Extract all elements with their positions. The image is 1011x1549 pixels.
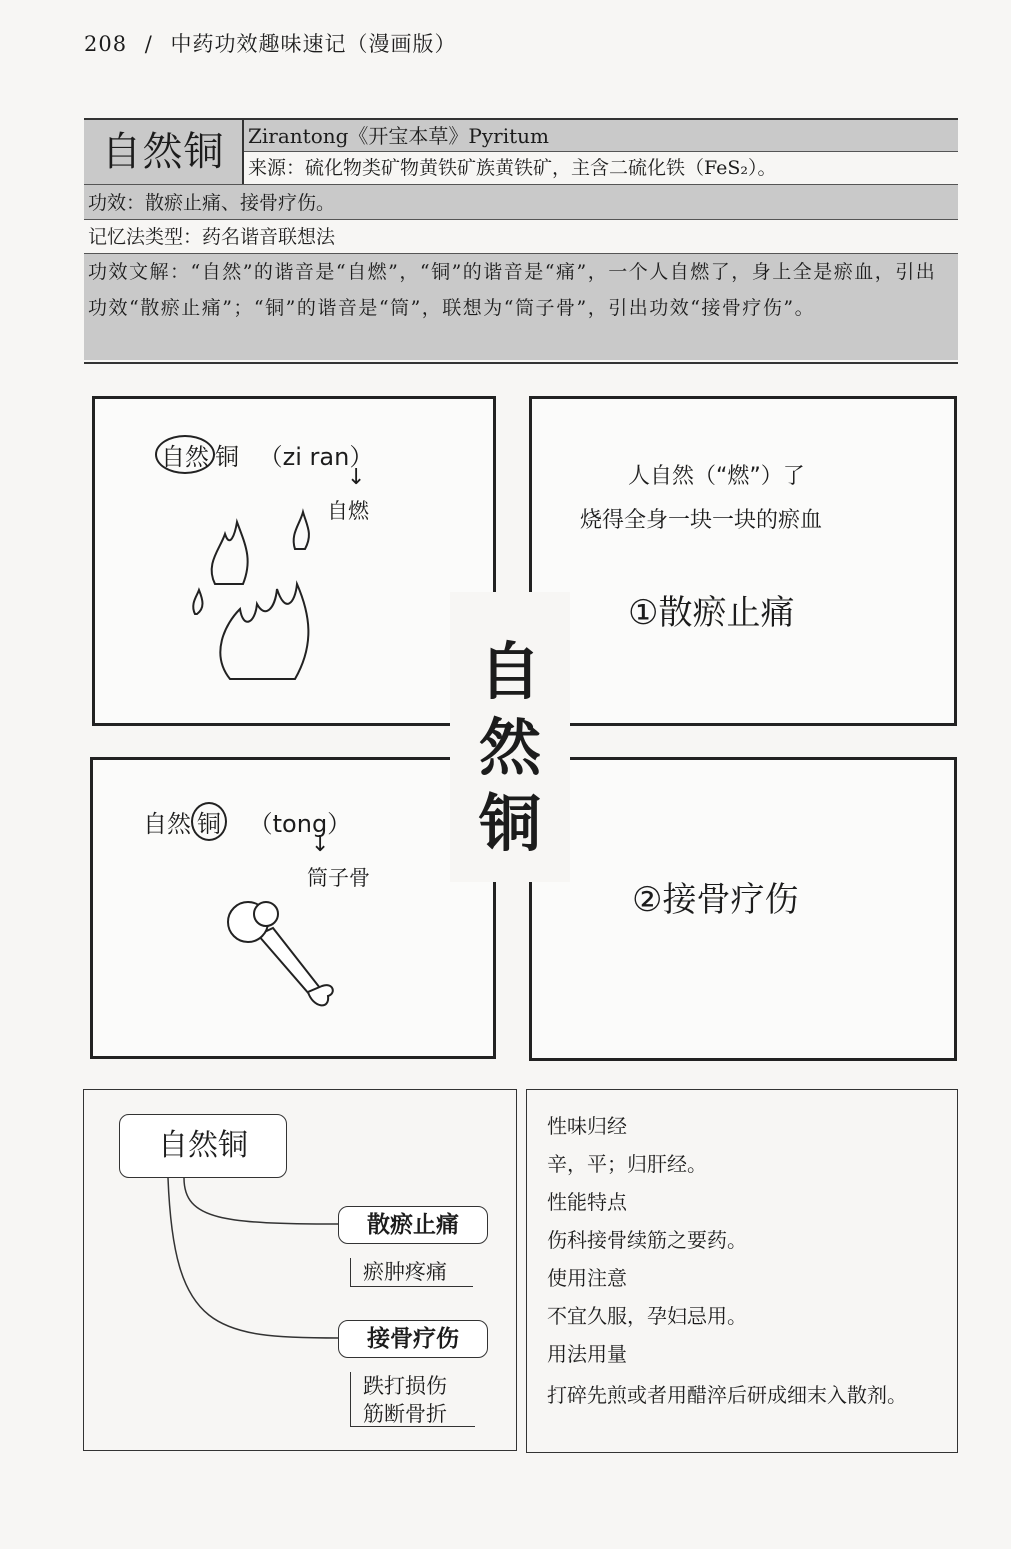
mind-map-root: 自然铜 — [119, 1114, 287, 1178]
center-char-3: 铜 — [478, 787, 541, 860]
mind-map-branch-1: 散瘀止痛 — [338, 1206, 488, 1244]
panel1-title — [155, 435, 373, 474]
property-heading: 用法用量 — [547, 1342, 627, 1366]
panel3-result: 筒子骨 — [307, 866, 370, 890]
book-title: 中药功效趣味速记（漫画版） — [170, 32, 457, 56]
panel1-result: 自燃 — [327, 499, 369, 523]
comic-panel-bruise — [529, 396, 957, 726]
panel2-effect: ①散瘀止痛 — [628, 593, 795, 633]
center-char-1: 自 — [478, 635, 541, 708]
property-text: 不宜久服，孕妇忌用。 — [547, 1304, 747, 1328]
panel1-arrow: ↓ — [347, 465, 366, 490]
mind-map-sub-1-1: 瘀肿疼痛 — [350, 1258, 473, 1287]
properties-panel — [526, 1089, 958, 1453]
comic-panel-fire — [92, 396, 496, 726]
herb-info-table — [84, 118, 958, 364]
panel1-pinyin: （zi ran） — [258, 443, 374, 471]
circled-text: 自然 — [155, 435, 215, 474]
flame-icon — [185, 504, 415, 684]
property-heading: 性味归经 — [547, 1114, 627, 1138]
property-text: 辛，平；归肝经。 — [547, 1152, 707, 1176]
explanation-row: 功效文解：“自然”的谐音是“自燃”，“铜”的谐音是“痛”，一个人自燃了，身上全是瘀血，引出功效“散瘀止痛”；“铜”的谐音是“筒”，联想为“筒子骨”，引出功效“接骨疗伤”。 — [84, 254, 958, 360]
panel2-line2: 烧得全身一块一块的瘀血 — [580, 508, 823, 533]
panel3-arrow: ↓ — [311, 832, 330, 857]
mind-map-sub-2 — [350, 1372, 475, 1427]
mind-map-sub-2-1: 跌打损伤 — [363, 1374, 447, 1398]
property-heading: 使用注意 — [547, 1266, 627, 1290]
property-text: 伤科接骨续筋之要药。 — [547, 1228, 747, 1252]
memory-method-row: 记忆法类型：药名谐音联想法 — [84, 220, 958, 254]
herb-name: 自然铜 — [84, 120, 244, 184]
panel1-rest: 铜 — [215, 443, 239, 471]
panel2-line1: 人自然（“燃”）了 — [628, 464, 805, 489]
comic-center-title — [450, 592, 570, 882]
bone-icon — [218, 900, 348, 1015]
property-text: 打碎先煎或者用醋淬后研成细末入散剂。 — [547, 1383, 907, 1407]
mind-map — [83, 1089, 517, 1451]
panel3-lead: 自然 — [143, 810, 191, 838]
page-number: 208 — [84, 32, 128, 56]
circled-text: 铜 — [191, 802, 227, 841]
center-char-2: 然 — [478, 711, 541, 784]
page-header — [84, 28, 457, 58]
panel3-pinyin: （tong） — [248, 810, 352, 838]
header-separator: / — [144, 32, 153, 56]
source-row: 来源：硫化物类矿物黄铁矿族黄铁矿，主含二硫化铁（FeS₂）。 — [248, 157, 777, 179]
mind-map-branch-2: 接骨疗伤 — [338, 1320, 488, 1358]
panel4-effect: ②接骨疗伤 — [632, 880, 799, 920]
comic-panel-bone-effect — [529, 757, 957, 1061]
mind-map-sub-2-2: 筋断骨折 — [363, 1402, 447, 1426]
comic-panel-bone — [90, 757, 496, 1059]
effect-row: 功效：散瘀止痛、接骨疗伤。 — [84, 184, 958, 220]
property-heading: 性能特点 — [547, 1190, 627, 1214]
pinyin-row: Zirantong《开宝本草》Pyritum — [244, 120, 958, 152]
